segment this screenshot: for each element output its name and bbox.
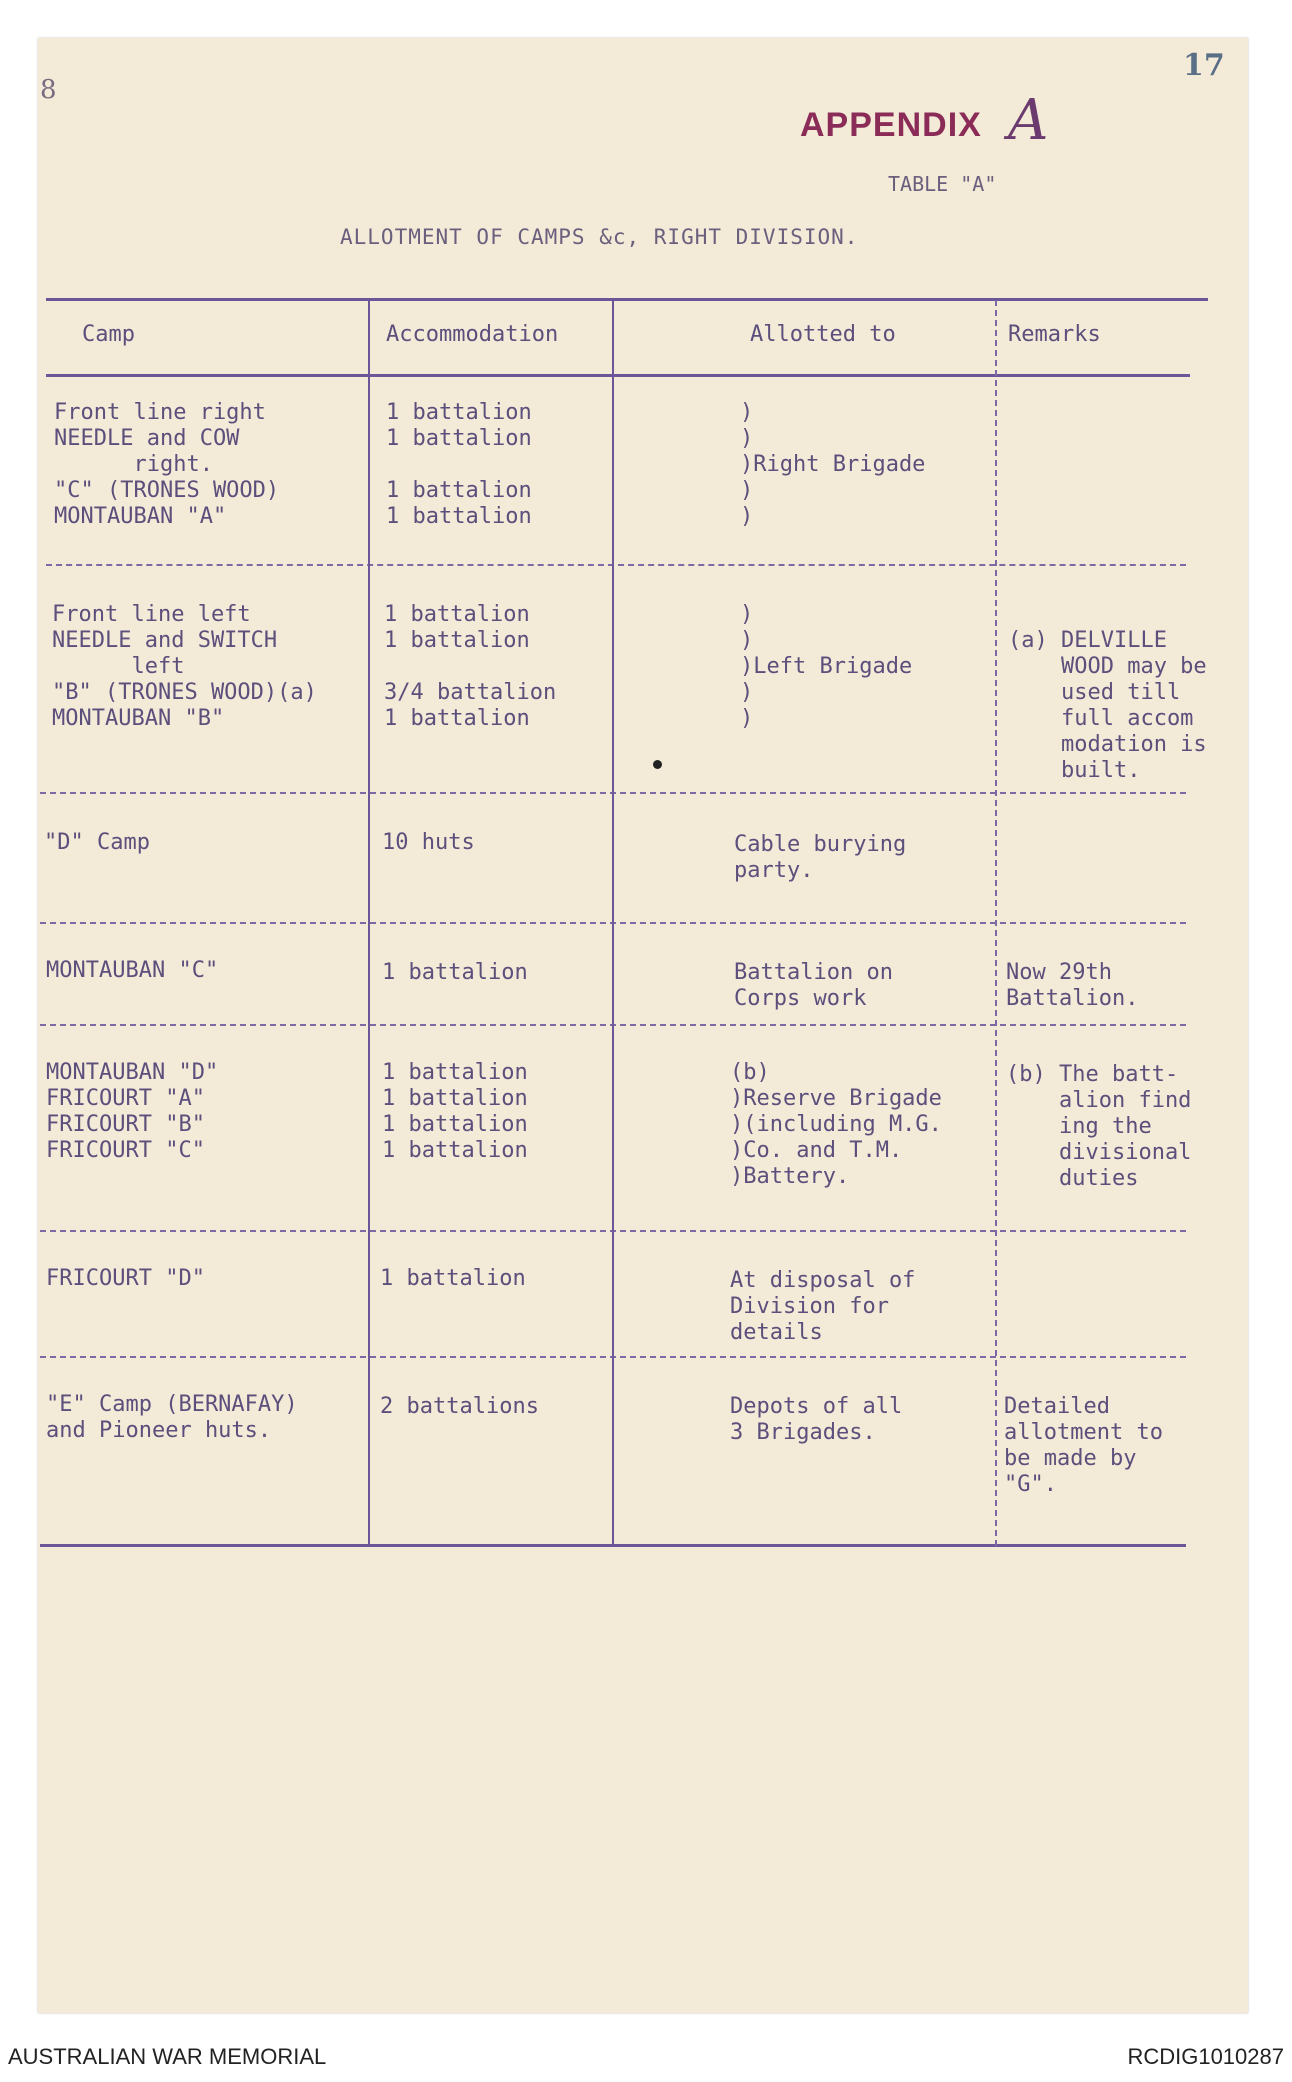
table-top-rule [46,298,1208,301]
table-cell-remarks: Now 29th Battalion. [1006,960,1139,1011]
table-cell-allotted: At disposal of Division for details [730,1268,916,1345]
table-label: TABLE "A" [888,172,997,196]
header-rule [46,374,1190,377]
ink-dot [653,760,662,769]
table-cell-camp: Front line right NEEDLE and COW right. "C" (TRONES WOOD) MONTAUBAN "A" [54,400,280,529]
header-accommodation: Accommodation [386,322,559,347]
table-cell-allotted: Battalion on Corps work [734,960,893,1011]
page-number: 17 [1183,48,1225,83]
header-remarks: Remarks [1008,322,1101,347]
table-cell-camp: FRICOURT "D" [46,1266,205,1291]
table-cell-camp: MONTAUBAN "D" FRICOURT "A" FRICOURT "B" FRICOURT "C" [46,1060,219,1163]
footer-institution: AUSTRALIAN WAR MEMORIAL [8,2044,327,2069]
table-cell-accommodation: 10 huts [382,830,475,855]
header-allotted-to: Allotted to [750,322,896,347]
table-cell-accommodation: 1 battalion 1 battalion 3/4 battalion 1 battalion [384,602,557,731]
table-cell-camp: Front line left NEEDLE and SWITCH left "B" (TRONES WOOD)(a) MONTAUBAN "B" [52,602,317,731]
column-divider [612,300,614,1546]
footer-record-id: RCDIG1010287 [1127,2044,1284,2069]
table-cell-remarks: (a) DELVILLE WOOD may be used till full accom modation is built. [1008,628,1207,783]
table-cell-allotted: ) ) )Left Brigade ) ) [740,602,913,731]
table-cell-camp: MONTAUBAN "C" [46,958,219,983]
table-cell-camp: "D" Camp [44,830,150,855]
table-cell-accommodation: 1 battalion [382,960,528,985]
corner-pencil-mark: 8 [40,75,57,105]
appendix-letter: A [1008,88,1049,153]
column-divider [368,300,370,1546]
table-cell-remarks: Detailed allotment to be made by "G". [1004,1394,1163,1497]
table-cell-allotted: Cable burying party. [734,832,907,883]
appendix-stamp: APPENDIX [800,106,982,144]
table-cell-remarks: (b) The batt- alion find ing the divisional duties [1006,1062,1192,1191]
table-cell-accommodation: 1 battalion [380,1266,526,1291]
table-cell-allotted: (b) )Reserve Brigade )(including M.G. )Co. and T.M. )Battery. [730,1060,942,1189]
column-divider [995,300,997,1546]
table-cell-accommodation: 2 battalions [380,1394,539,1419]
table-cell-accommodation: 1 battalion 1 battalion 1 battalion 1 battalion [386,400,532,529]
row-divider [46,564,1186,566]
table-cell-allotted: Depots of all 3 Brigades. [730,1394,903,1445]
header-camp: Camp [82,322,135,347]
document-title: ALLOTMENT OF CAMPS &c, RIGHT DIVISION. [340,225,859,249]
table-cell-accommodation: 1 battalion 1 battalion 1 battalion 1 battalion [382,1060,528,1163]
table-cell-allotted: ) ) )Right Brigade ) ) [740,400,926,529]
table-cell-camp: "E" Camp (BERNAFAY) and Pioneer huts. [46,1392,298,1443]
